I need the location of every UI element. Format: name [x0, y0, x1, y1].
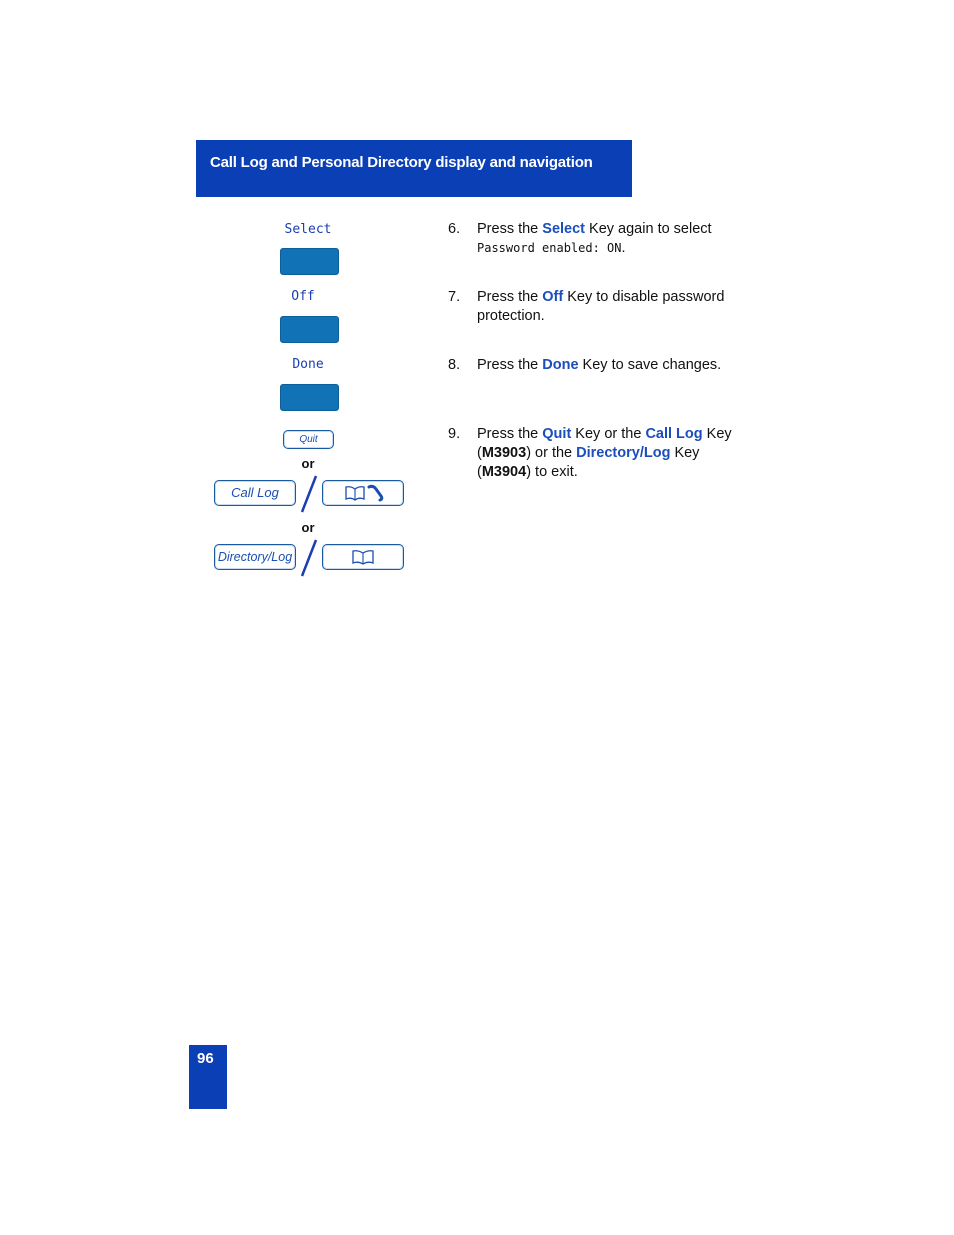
keyword-off: Off	[542, 289, 564, 305]
section-header	[196, 140, 632, 197]
softkey-label-select: Select	[284, 222, 332, 237]
slash-divider	[298, 538, 320, 578]
keyword-quit: Quit	[542, 426, 572, 442]
page-number: 96	[197, 1050, 214, 1067]
call-log-hard-key[interactable]	[322, 480, 404, 506]
directory-hard-key[interactable]	[322, 544, 404, 570]
or-separator: or	[301, 456, 315, 471]
book-phone-icon	[323, 481, 403, 505]
quit-key[interactable]: Quit	[283, 430, 334, 449]
keyword-select: Select	[542, 221, 586, 237]
softkey-button-select[interactable]	[280, 248, 339, 275]
section-title: Call Log and Personal Directory display and navigation	[210, 154, 593, 171]
or-separator: or	[301, 520, 315, 535]
call-log-key[interactable]: Call Log	[214, 480, 296, 506]
book-icon	[323, 545, 403, 569]
keyword-call-log: Call Log	[645, 426, 703, 442]
slash-divider	[298, 474, 320, 514]
softkey-label-off: Off	[291, 289, 315, 304]
directory-log-key[interactable]: Directory/Log	[214, 544, 296, 570]
keyword-directory-log: Directory/Log	[576, 445, 671, 461]
softkey-button-done[interactable]	[280, 384, 339, 411]
page-number-tab	[189, 1045, 227, 1109]
keyword-done: Done	[542, 357, 579, 373]
softkey-label-done: Done	[292, 357, 324, 372]
softkey-button-off[interactable]	[280, 316, 339, 343]
